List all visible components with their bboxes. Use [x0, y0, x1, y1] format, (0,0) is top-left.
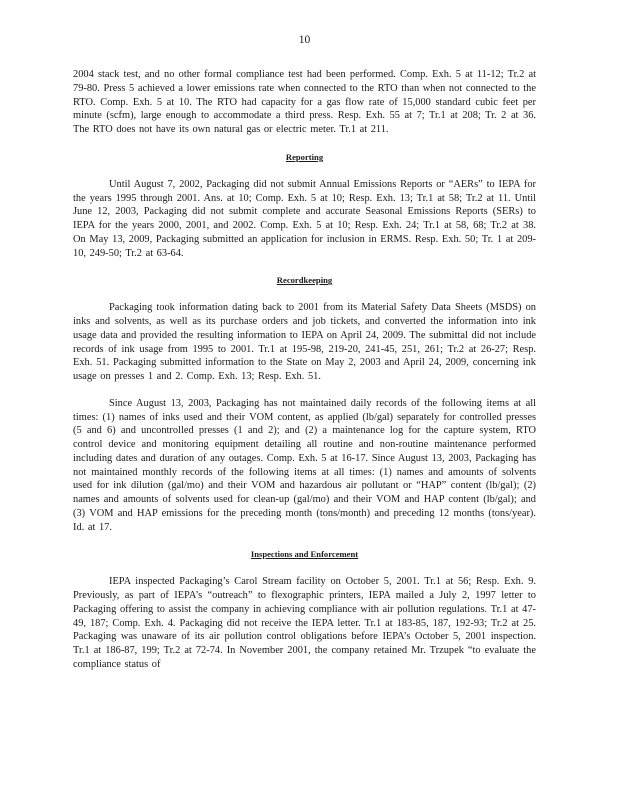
section-heading-inspections [73, 549, 536, 559]
heading-text: Inspections and Enforcement [250, 549, 359, 560]
paragraph-reporting: Until August 7, 2002, Packaging did not submit Annual Emissions Reports or “AERs” to IEPA for the years 1995 through 2001. Ans. at 10; Comp. Exh. 5 at 10; Resp. Exh. 13; Tr.1 at 58; Tr.2 at 11. Until June 12, 2003, Packaging did not submit complete and accurate Seasonal Emissions Reports (SERs) to IEPA for the years 2000, 2001, and 2002. Comp. Exh. 5 at 10; Resp. Exh. 24; Tr.1 at 58, 68; Tr.2 at 38. On May 13, 2009, Packaging submitted an application for inclusion in ERMS. Resp. Exh. 50; Tr. 1 at 209-10, 249-50; Tr.2 at 63-64. [73, 178, 536, 259]
paragraph-records-not-maintained: Since August 13, 2003, Packaging has not maintained daily records of the following items at all times: (1) names of inks used and their VOM content, as applied (lb/gal) separately for controlled presses (5 and 6) and uncontrolled presses (1 and 2); and (2) a maintenance log for the capture system, RTO control device and monitoring equipment detailing all routine and non-routine maintenance performed including dates and duration of any outages. Comp. Exh. 5 at 16-17. Since August 13, 2003, Packaging has not maintained monthly records of the following items at all times: (1) names and amounts of solvents used for ink dilution (gal/mo) and their VOM and hazardous air pollutant or “HAP” content (lb/gal); (2) names and amounts of solvents used for clean-up (gal/mo) and their VOM and HAP content (lb/gal); and (3) VOM and HAP emissions for the preceding month (tons/month) and preceding 12 months (tons/year). Id. at 17. [73, 397, 536, 533]
section-heading-reporting [73, 152, 536, 162]
paragraph-inspections: IEPA inspected Packaging’s Carol Stream facility on October 5, 2001. Tr.1 at 56; Resp. Exh. 9. Previously, as part of IEPA’s “outreach” to flexographic printers, IEPA mailed a July 2, 1997 letter to Packaging offering to assist the company in achieving compliance with air pollution regulations. Tr.1 at 47-49, 187; Comp. Exh. 4. Packaging did not receive the IEPA letter. Tr.1 at 183-85, 187, 192-93; Tr.2 at 25. Packaging was unaware of its air pollution control obligations before IEPA’s October 5, 2001 inspection. Tr.1 at 186-87, 199; Tr.2 at 72-74. In November 2001, the company retained Mr. Trzupek “to evaluate the compliance status of [73, 576, 536, 670]
page-number: 10 [298, 34, 311, 46]
paragraph-ink-usage: Packaging took information dating back to 2001 from its Material Safety Data Sheets (MSDS) on inks and solvents, as well as its purchase orders and job tickets, and converted the information into ink usage data and provided the resulting information to IEPA on April 24, 2009. The submittal did not include records of ink usage from 1995 to 2001. Tr.1 at 195-98, 219-20, 241-45, 251, 261; Tr.2 at 26-27; Resp. Exh. 51. Packaging submitted information to the State on May 2, 2003 and April 24, 2009, concerning ink usage on presses 1 and 2. Comp. Exh. 13; Resp. Exh. 51. [73, 302, 536, 382]
section-heading-recordkeeping [73, 275, 536, 285]
paragraph-rto-capacity: 2004 stack test, and no other formal compliance test had been performed. Comp. Exh. 5 at 11-12; Tr.2 at 79-80. Press 5 achieved a lower emissions rate when connected to the RTO than when not connected to the RTO. Comp. Exh. 5 at 10. The RTO had capacity for a gas flow rate of 15,000 standard cubic feet per minute (scfm), large enough to accommodate a third press. Resp. Exh. 55 at 7; Tr.1 at 208; Tr. 2 at 36. The RTO does not have its own natural gas or electric meter. Tr.1 at 211. [73, 69, 536, 135]
paragraph-spacer [73, 384, 536, 397]
heading-text: Recordkeeping [276, 275, 333, 286]
heading-text: Reporting [285, 151, 324, 162]
